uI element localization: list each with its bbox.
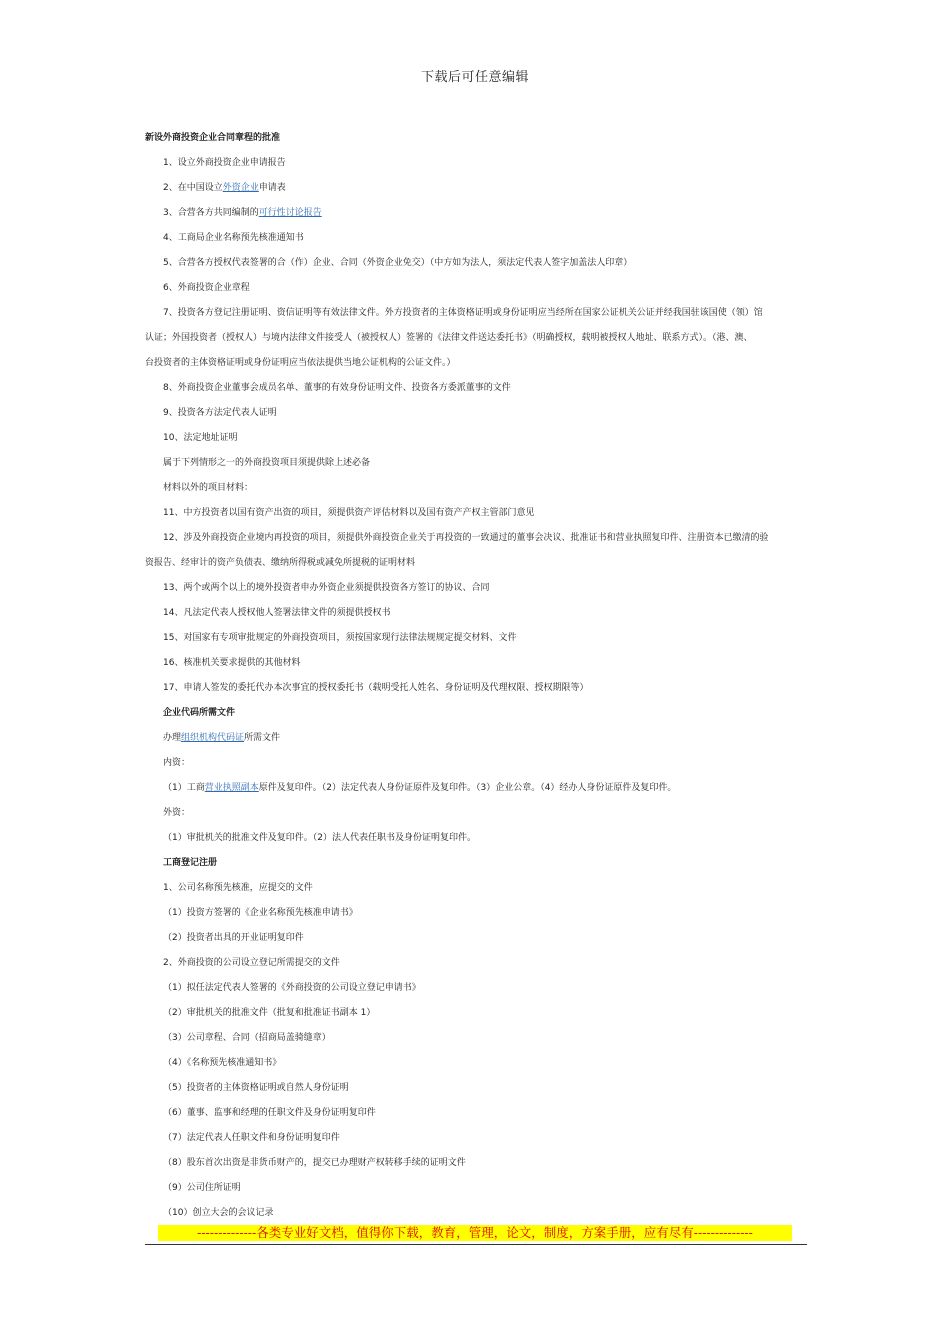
list-item: 2、外商投资的公司设立登记所需提交的文件 bbox=[163, 958, 340, 968]
list-item: 2、在中国设立外资企业申请表 bbox=[163, 183, 286, 193]
list-item: （1）审批机关的批准文件及复印件。（2）法人代表任职书及身份证明复印件。 bbox=[163, 833, 476, 843]
list-item: 14、凡法定代表人授权他人签署法律文件的须提供授权书 bbox=[163, 608, 391, 618]
list-item: 5、合营各方授权代表签署的合（作）企业、合同（外资企业免交）（中方如为法人，须法定代表人签字加盖法人印章） bbox=[163, 258, 633, 268]
list-item: 13、两个或两个以上的境外投资者申办外资企业须提供投资各方签订的协议、合同 bbox=[163, 583, 490, 593]
list-item: （1）投资方签署的《企业名称预先核准申请书》 bbox=[163, 908, 358, 918]
list-item: （1）拟任法定代表人签署的《外商投资的公司设立登记申请书》 bbox=[163, 983, 421, 993]
list-item: 4、工商局企业名称预先核准通知书 bbox=[163, 233, 304, 243]
feasibility-report-link[interactable]: 可行性讨论报告 bbox=[258, 208, 322, 218]
list-item: 12、涉及外商投资企业境内再投资的项目，须提供外商投资企业关于再投资的一致通过的董事会决议、批准证书和营业执照复印件、注册资本已缴清的验 bbox=[163, 533, 769, 543]
section-title-registration: 工商登记注册 bbox=[163, 858, 218, 868]
note-text: 属于下列情形之一的外商投资项目须提供除上述必备 bbox=[163, 458, 371, 468]
section-title-approval: 新设外商投资企业合同章程的批准 bbox=[145, 133, 281, 143]
list-item: （5）投资者的主体资格证明或自然人身份证明 bbox=[163, 1083, 349, 1093]
document-body bbox=[145, 126, 807, 1226]
paragraph: 办理组织机构代码证所需文件 bbox=[163, 733, 281, 743]
list-item: 1、公司名称预先核准，应提交的文件 bbox=[163, 883, 313, 893]
foreign-label: 外资： bbox=[163, 808, 191, 818]
list-item: （8）股东首次出资是非货币财产的，提交已办理财产权转移手续的证明文件 bbox=[163, 1158, 466, 1168]
list-item-continued: 资报告、经审计的资产负债表、缴纳所得税或减免所提税的证明材料 bbox=[145, 558, 416, 568]
list-item: 9、投资各方法定代表人证明 bbox=[163, 408, 277, 418]
list-item-continued: 台投资者的主体资格证明或身份证明应当依法提供当地公证机构的公证文件。） bbox=[145, 358, 456, 368]
note-text: 材料以外的项目材料： bbox=[163, 483, 254, 493]
list-item: 11、中方投资者以国有资产出资的项目，须提供资产评估材料以及国有资产产权主管部门意见 bbox=[163, 508, 535, 518]
foreign-enterprise-link[interactable]: 外资企业 bbox=[222, 183, 259, 193]
list-item: 8、外商投资企业董事会成员名单、董事的有效身份证明文件、投资各方委派董事的文件 bbox=[163, 383, 511, 393]
list-item: 7、投资各方登记注册证明、资信证明等有效法律文件。外方投资者的主体资格证明或身份证明应当经所在国家公证机关公证并经我国驻该国使（领）馆 bbox=[163, 308, 763, 318]
footer-divider bbox=[145, 1244, 807, 1245]
list-item: （2）投资者出具的开业证明复印件 bbox=[163, 933, 304, 943]
list-item: （1）工商营业执照副本原件及复印件。（2）法定代表人身份证原件及复印件。（3）企业公章。（4）经办人身份证原件及复印件。 bbox=[163, 783, 677, 793]
domestic-label: 内资： bbox=[163, 758, 191, 768]
section-title-org-code: 企业代码所需文件 bbox=[163, 708, 236, 718]
list-item: （9）公司住所证明 bbox=[163, 1183, 241, 1193]
list-item: 10、法定地址证明 bbox=[163, 433, 238, 443]
list-item: （4）《名称预先核准通知书》 bbox=[163, 1058, 282, 1068]
list-item: 1、设立外商投资企业申请报告 bbox=[163, 158, 286, 168]
footer-banner: --------------各类专业好文档，值得你下载，教育，管理，论文，制度，方案手册，应有尽有-------------- bbox=[158, 1225, 792, 1241]
list-item: （10）创立大会的会议记录 bbox=[163, 1208, 274, 1218]
list-item: （7）法定代表人任职文件和身份证明复印件 bbox=[163, 1133, 340, 1143]
list-item: 15、对国家有专项审批规定的外商投资项目，须按国家现行法律法规规定提交材料、文件 bbox=[163, 633, 517, 643]
list-item: 3、合营各方共同编制的可行性讨论报告 bbox=[163, 208, 322, 218]
business-license-link[interactable]: 营业执照副本 bbox=[204, 783, 259, 793]
list-item: 17、申请人签发的委托代办本次事宜的授权委托书（载明受托人姓名、身份证明及代理权限、授权期限等） bbox=[163, 683, 589, 693]
org-code-cert-link[interactable]: 组织机构代码证 bbox=[181, 733, 245, 743]
page-header: 下载后可任意编辑 bbox=[420, 70, 529, 85]
list-item: （6）董事、监事和经理的任职文件及身份证明复印件 bbox=[163, 1108, 376, 1118]
list-item: （2）审批机关的批准文件（批复和批准证书副本 1） bbox=[163, 1008, 376, 1018]
list-item: 16、核准机关要求提供的其他材料 bbox=[163, 658, 301, 668]
list-item: （3）公司章程、合同（招商局盖骑缝章） bbox=[163, 1033, 331, 1043]
list-item-continued: 认证；外国投资者（授权人）与境内法律文件接受人（被授权人）签署的《法律文件送达委托书》（明确授权，载明被授权人地址、联系方式）。（港、澳、 bbox=[145, 333, 753, 343]
list-item: 6、外商投资企业章程 bbox=[163, 283, 250, 293]
